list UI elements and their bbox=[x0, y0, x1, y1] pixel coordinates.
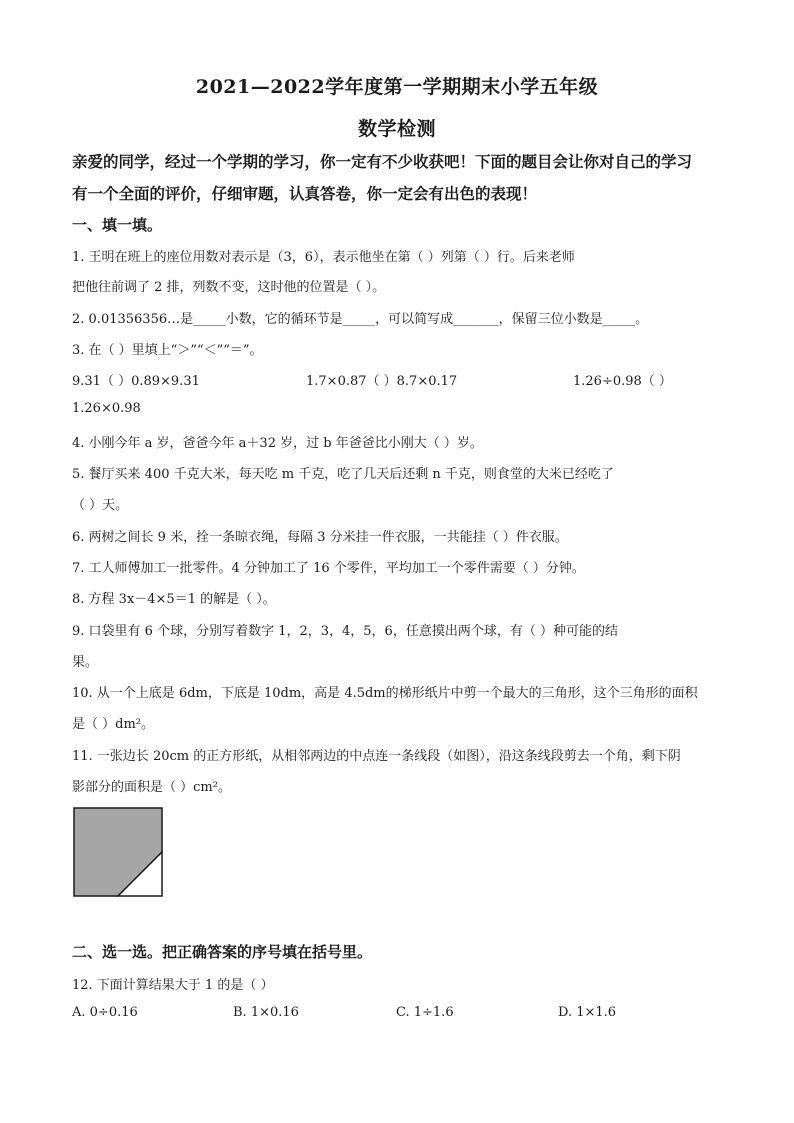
section-1-heading: 一、填一填。 bbox=[72, 216, 163, 234]
exam-title: 2021—2022学年度第一学期期末小学五年级 bbox=[195, 76, 599, 98]
question-10-line-1: 10. 从一个上底是 6dm，下底是 10dm，高是 4.5dm的梯形纸片中剪一个最大的三角形，这个三角形的面积 bbox=[72, 686, 698, 701]
question-12-option-a: A. 0÷0.16 bbox=[72, 1005, 138, 1020]
question-2: 2. 0.01356356…是_____小数，它的循环节是_____，可以简写成_______，保留三位小数是_____。 bbox=[72, 312, 649, 327]
question-12: 12. 下面计算结果大于 1 的是（ ） bbox=[72, 978, 274, 993]
square-paper-figure bbox=[73, 807, 163, 897]
question-5-line-1: 5. 餐厅买来 400 千克大米，每天吃 m 千克，吃了几天后还剩 n 千克，则食堂的大米已经吃了 bbox=[72, 467, 614, 482]
question-9-line-1: 9. 口袋里有 6 个球，分别写着数字 1，2，3，4，5，6，任意摸出两个球，有（ ）种可能的结 bbox=[72, 624, 618, 639]
question-1-line-2: 把他往前调了 2 排，列数不变，这时他的位置是（ ）。 bbox=[72, 280, 386, 295]
question-3-item-b: 1.7×0.87（ ）8.7×0.17 bbox=[306, 374, 458, 389]
intro-line-1: 亲爱的同学，经过一个学期的学习，你一定有不少收获吧！下面的题目会让你对自己的学习 bbox=[72, 152, 693, 171]
question-5-line-2: （ ）天。 bbox=[72, 498, 129, 513]
question-10-line-2: 是（ ）dm²。 bbox=[72, 717, 154, 732]
question-8: 8. 方程 3x－4×5＝1 的解是（ ）。 bbox=[72, 592, 276, 607]
intro-line-2: 有一个全面的评价，仔细审题，认真答卷，你一定会有出色的表现！ bbox=[72, 184, 538, 203]
question-12-option-b: B. 1×0.16 bbox=[233, 1005, 299, 1020]
question-3: 3. 在（ ）里填上“＞”“＜”“＝”。 bbox=[72, 343, 263, 358]
exam-subtitle: 数学检测 bbox=[357, 118, 436, 140]
question-3-item-a: 9.31（ ）0.89×9.31 bbox=[72, 374, 200, 389]
question-11-line-1: 11. 一张边长 20cm 的正方形纸，从相邻两边的中点连一条线段（如图），沿这条线段剪去一个角，剩下阴 bbox=[72, 749, 681, 764]
question-3-item-c-continued: 1.26×0.98 bbox=[72, 401, 141, 416]
question-12-option-c: C. 1÷1.6 bbox=[396, 1005, 454, 1020]
question-6: 6. 两树之间长 9 米，拴一条晾衣绳，每隔 3 分米挂一件衣服，一共能挂（ ）件衣服。 bbox=[72, 530, 568, 545]
question-11-line-2: 影部分的面积是（ ）cm²。 bbox=[72, 780, 231, 795]
question-3-item-c: 1.26÷0.98（ ） bbox=[573, 374, 672, 389]
question-7: 7. 工人师傅加工一批零件。4 分钟加工了 16 个零件，平均加工一个零件需要（ ）分钟。 bbox=[72, 561, 585, 576]
question-12-option-d: D. 1×1.6 bbox=[558, 1005, 617, 1020]
question-9-line-2: 果。 bbox=[72, 655, 99, 670]
section-2-heading: 二、选一选。把正确答案的序号填在括号里。 bbox=[72, 943, 373, 961]
question-4: 4. 小刚今年 a 岁，爸爸今年 a＋32 岁，过 b 年爸爸比小刚大（ ）岁。 bbox=[72, 436, 483, 451]
question-1-line-1: 1. 王明在班上的座位用数对表示是（3，6），表示他坐在第（ ）列第（ ）行。后来老师 bbox=[72, 250, 575, 265]
